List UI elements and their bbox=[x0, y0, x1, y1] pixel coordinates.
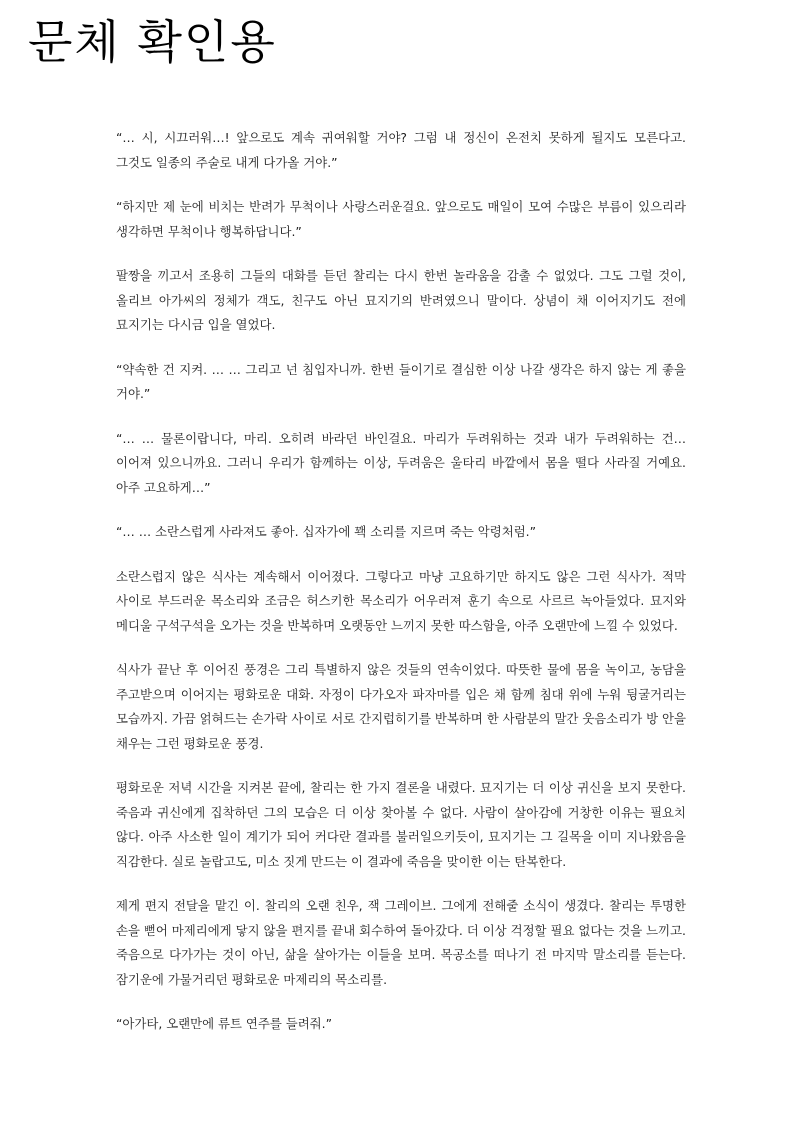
paragraph: 소란스럽지 않은 식사는 계속해서 이어졌다. 그렇다고 마냥 고요하기만 하지도 않은 그런 식사가. 적막 사이로 부드러운 목소리와 조금은 허스키한 목소리가 어우러져 훈기 속으로 사르르 녹아들었다. 묘지와 메디울 구석구석을 오가는 것을 반복하며 오랫동안 느끼지 못한 따스함을, 아주 오랜만에 느낄 수 있었다. bbox=[116, 568, 686, 633]
paragraph: 제게 편지 전달을 맡긴 이. 찰리의 오랜 친우, 잭 그레이브. 그에게 전해줄 소식이 생겼다. 찰리는 투명한 손을 뻗어 마제리에게 닿지 않을 편지를 끝내 회수하여 돌아갔다. 더 이상 걱정할 필요 없다는 것을 느끼고. 죽음으로 다가가는 것이 아닌, 삶을 살아가는 이들을 보며. 목공소를 떠나기 전 마지막 말소리를 듣는다. 잠기운에 가물거리던 평화로운 마제리의 목소리를. bbox=[116, 898, 686, 987]
paragraph: 팔짱을 끼고서 조용히 그들의 대화를 듣던 찰리는 다시 한번 놀라움을 감출 수 없었다. 그도 그럴 것이, 올리브 아가씨의 정체가 객도, 친구도 아닌 묘지기의 반려였으니 말이다. 상념이 채 이어지기도 전에 묘지기는 다시금 입을 열었다. bbox=[116, 268, 686, 332]
paragraph: 평화로운 저녁 시간을 지켜본 끝에, 찰리는 한 가지 결론을 내렸다. 묘지기는 더 이상 귀신을 보지 못한다. 죽음과 귀신에게 집착하던 그의 모습은 더 이상 찾아볼 수 없다. 사람이 살아감에 거창한 이유는 필요치 않다. 아주 사소한 일이 계기가 되어 커다란 결과를 불러일으키듯이, 묘지기는 그 길목을 이미 지나왔음을 직감한다. 실로 놀랍고도, 미소 짓게 만드는 이 결과에 죽음을 맞이한 이는 탄복한다. bbox=[116, 780, 686, 869]
paragraph: “… 시, 시끄러워…! 앞으로도 계속 귀여워할 거야? 그럼 내 정신이 온전치 못하게 될지도 모른다고. 그것도 일종의 주술로 내게 다가올 거야.” bbox=[116, 130, 686, 170]
document-body bbox=[116, 126, 686, 1057]
paragraph: “아가타, 오랜만에 류트 연주를 들려줘.” bbox=[116, 1016, 333, 1031]
paragraph: 식사가 끝난 후 이어진 풍경은 그리 특별하지 않은 것들의 연속이었다. 따뜻한 물에 몸을 녹이고, 농담을 주고받으며 이어지는 평화로운 대화. 자정이 다가오자 파자마를 입은 채 함께 침대 위에 누워 뒹굴거리는 모습까지. 가끔 얽혀드는 손가락 사이로 서로 간지럽히기를 반복하며 한 사람분의 말간 웃음소리가 방 안을 채우는 그런 평화로운 풍경. bbox=[116, 662, 686, 751]
paragraph: “약속한 건 지켜. … … 그리고 넌 침입자니까. 한번 들이기로 결심한 이상 나갈 생각은 하지 않는 게 좋을 거야.” bbox=[116, 361, 686, 401]
paragraph: “… … 소란스럽게 사라져도 좋아. 십자가에 꽥 소리를 지르며 죽는 악령처럼.” bbox=[116, 524, 537, 539]
page-title: 문체 확인용 bbox=[28, 15, 277, 69]
paragraph: “하지만 제 눈에 비치는 반려가 무척이나 사랑스러운걸요. 앞으로도 매일이 모여 수많은 부름이 있으리라 생각하면 무척이나 행복하답니다.” bbox=[116, 199, 686, 239]
paragraph: “… … 물론이랍니다, 마리. 오히려 바라던 바인걸요. 마리가 두려워하는 것과 내가 두려워하는 건… 이어져 있으니까요. 그러니 우리가 함께하는 이상, 두려움은 울타리 바깥에서 몸을 떨다 사라질 거예요. 아주 고요하게…” bbox=[116, 430, 686, 495]
